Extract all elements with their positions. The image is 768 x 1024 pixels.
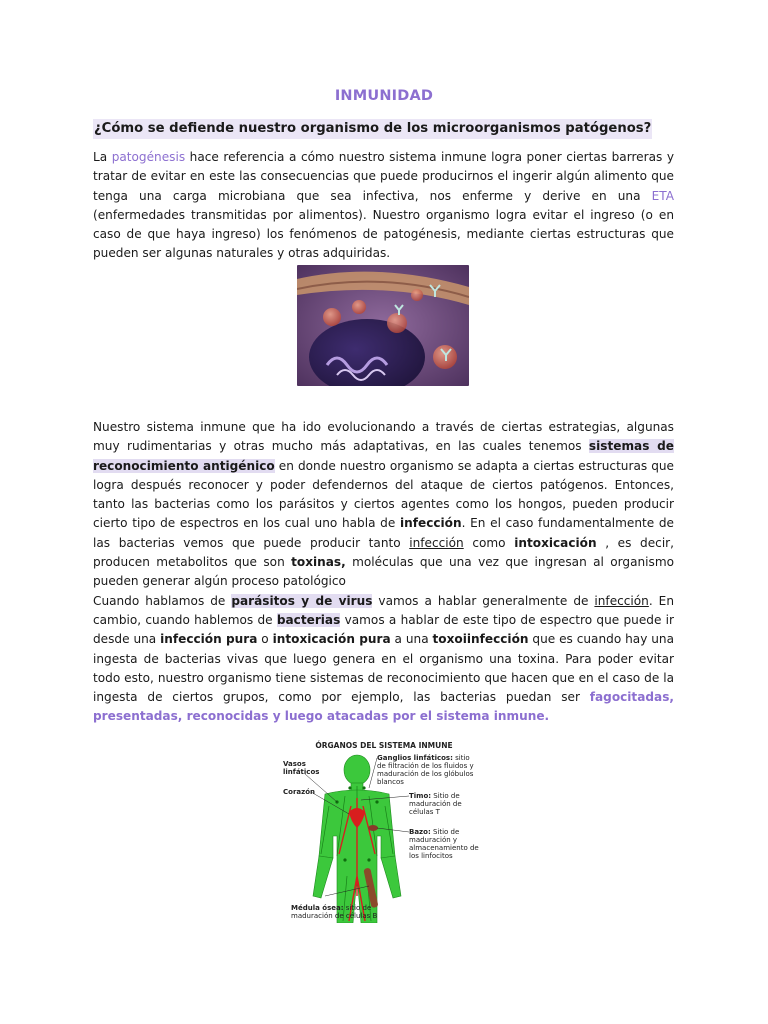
paragraph-immune-system [93, 418, 674, 727]
keyword-eta: ETA [651, 188, 674, 203]
label-vasos-linfaticos: Vasos [283, 760, 306, 768]
section-question: ¿Cómo se defiende nuestro organismo de los microorganismos patógenos? [93, 119, 652, 139]
label-corazon: Corazón [283, 788, 315, 796]
text-run: Nuestro sistema inmune que ha ido evolucionando a través de ciertas estrategias, algunas muy rudimentarias y otras mucho más adaptativas, en las cuales tenemos [93, 420, 674, 454]
label-bazo-4: los linfocitos [409, 852, 453, 860]
text-run: moléculas que una vez que ingresan al organismo pueden generar algún proceso patológico [93, 555, 675, 589]
text-run: vamos a hablar generalmente de [372, 593, 595, 608]
text-run: o [257, 632, 273, 647]
label-bazo-bold: Bazo: [409, 828, 431, 836]
label-medula [291, 904, 371, 912]
keyword-intoxicacion: intoxicación [514, 535, 597, 550]
keyword-patogenesis: patogénesis [111, 150, 186, 164]
label-ganglios-text: sitio [452, 754, 470, 762]
text-run: Cuando hablamos de [93, 593, 232, 608]
keyword-fagocitadas: fagocitadas, presentadas, reconocidas y luego atacadas por el sistema inmune. [93, 690, 674, 724]
paragraph-pathogenesis [93, 148, 674, 264]
text-run: hace referencia a cómo nuestro sistema inmune logra poner ciertas barreras y tratar de evitar en este las consecuencias que puede producirnos el ingerir algún alimento que tenga una carga microbiana que sea infectiva, nos enferme y derive en una [93, 150, 675, 203]
label-medula-bold: Médula ósea: [291, 904, 344, 912]
keyword-infeccion-underlined: infección [594, 593, 649, 608]
keyword-toxinas: toxinas, [291, 555, 346, 570]
label-timo-text: Sitio de [431, 792, 460, 800]
keyword-bacterias: bacterias [276, 612, 341, 627]
label-ganglios [377, 754, 470, 762]
label-bazo-3: almacenamiento de [409, 844, 479, 852]
page-title: INMUNIDAD [334, 88, 434, 104]
text-run: que es cuando hay una ingesta de bacterias vivas que luego genera en el organismo una toxina. Para poder evitar todo esto, nuestro organismo tiene sistemas de reconocimiento que hacen que en el caso de la ingesta de ciertos grupos, como por ejemplo, las bacterias puedan ser [93, 632, 675, 705]
immune-cell-illustration [297, 265, 469, 386]
text-run: vamos a hablar de este tipo de espectro que puede ir desde una [93, 612, 674, 647]
label-timo-bold: Timo: [409, 792, 432, 800]
label-ganglios-4: blancos [377, 778, 404, 786]
label-bazo-text: Sitio de [430, 828, 460, 836]
text-run: La [93, 150, 112, 164]
keyword-infeccion: infección [399, 516, 462, 531]
label-medula-text: sitio de [343, 904, 372, 912]
label-bazo-2: maduración y [409, 836, 458, 844]
text-run: . En cambio, cuando hablemos de [93, 593, 674, 627]
label-medula-2: maduración de células B [291, 912, 378, 920]
label-vasos-linfaticos-2: linfáticos [283, 768, 320, 776]
label-timo [409, 792, 460, 800]
label-ganglios-2: de filtración de los fluidos y [377, 762, 474, 770]
keyword-parasitos-virus: parásitos y de virus [231, 593, 373, 608]
immune-organs-diagram [277, 736, 491, 923]
keyword-intoxicacion-pura: intoxicación pura [272, 632, 391, 647]
keyword-reconocimiento-antigenico: sistemas de reconocimiento antigénico [93, 439, 674, 473]
diagram-title: ÓRGANOS DEL SISTEMA INMUNE [315, 741, 453, 750]
label-ganglios-bold: Ganglios linfáticos: [377, 754, 453, 762]
label-bazo [409, 828, 459, 836]
immune-cell-illustration-svg [297, 265, 469, 386]
text-run: en donde nuestro organismo se adapta a ciertas estructuras que logra después reconocer y poder defendernos del ataque de ciertos patógenos. Entonces, tanto las bacterias como los parásitos y ciertos agentes como los hongos, pueden producir cierto tipo de espectros en los cual uno habla de [93, 458, 674, 531]
immune-organs-diagram-svg [277, 736, 491, 923]
label-ganglios-3: maduración de los glóbulos [377, 770, 474, 778]
text-run: . En el caso fundamentalmente de las bacterias vemos que puede producir tanto [93, 516, 674, 550]
text-run: a una [390, 632, 433, 647]
label-timo-2: maduración de [409, 800, 462, 808]
text-run: , es decir, producen metabolitos que son [93, 535, 674, 570]
text-run: como [463, 535, 515, 550]
keyword-infeccion-underlined: infección [409, 535, 464, 550]
text-run: (enfermedades transmitidas por alimentos). Nuestro organismo logra evitar el ingreso (o en caso de que haya ingreso) los fenómenos de patogénesis, mediante ciertas estructuras que pueden ser algunas naturales y otras adquiridas. [93, 207, 674, 261]
label-timo-3: células T [409, 808, 440, 816]
spleen-icon [368, 825, 378, 831]
keyword-infeccion-pura: infección pura [160, 632, 258, 647]
keyword-toxoinfeccion: toxoiinfección [432, 632, 529, 647]
